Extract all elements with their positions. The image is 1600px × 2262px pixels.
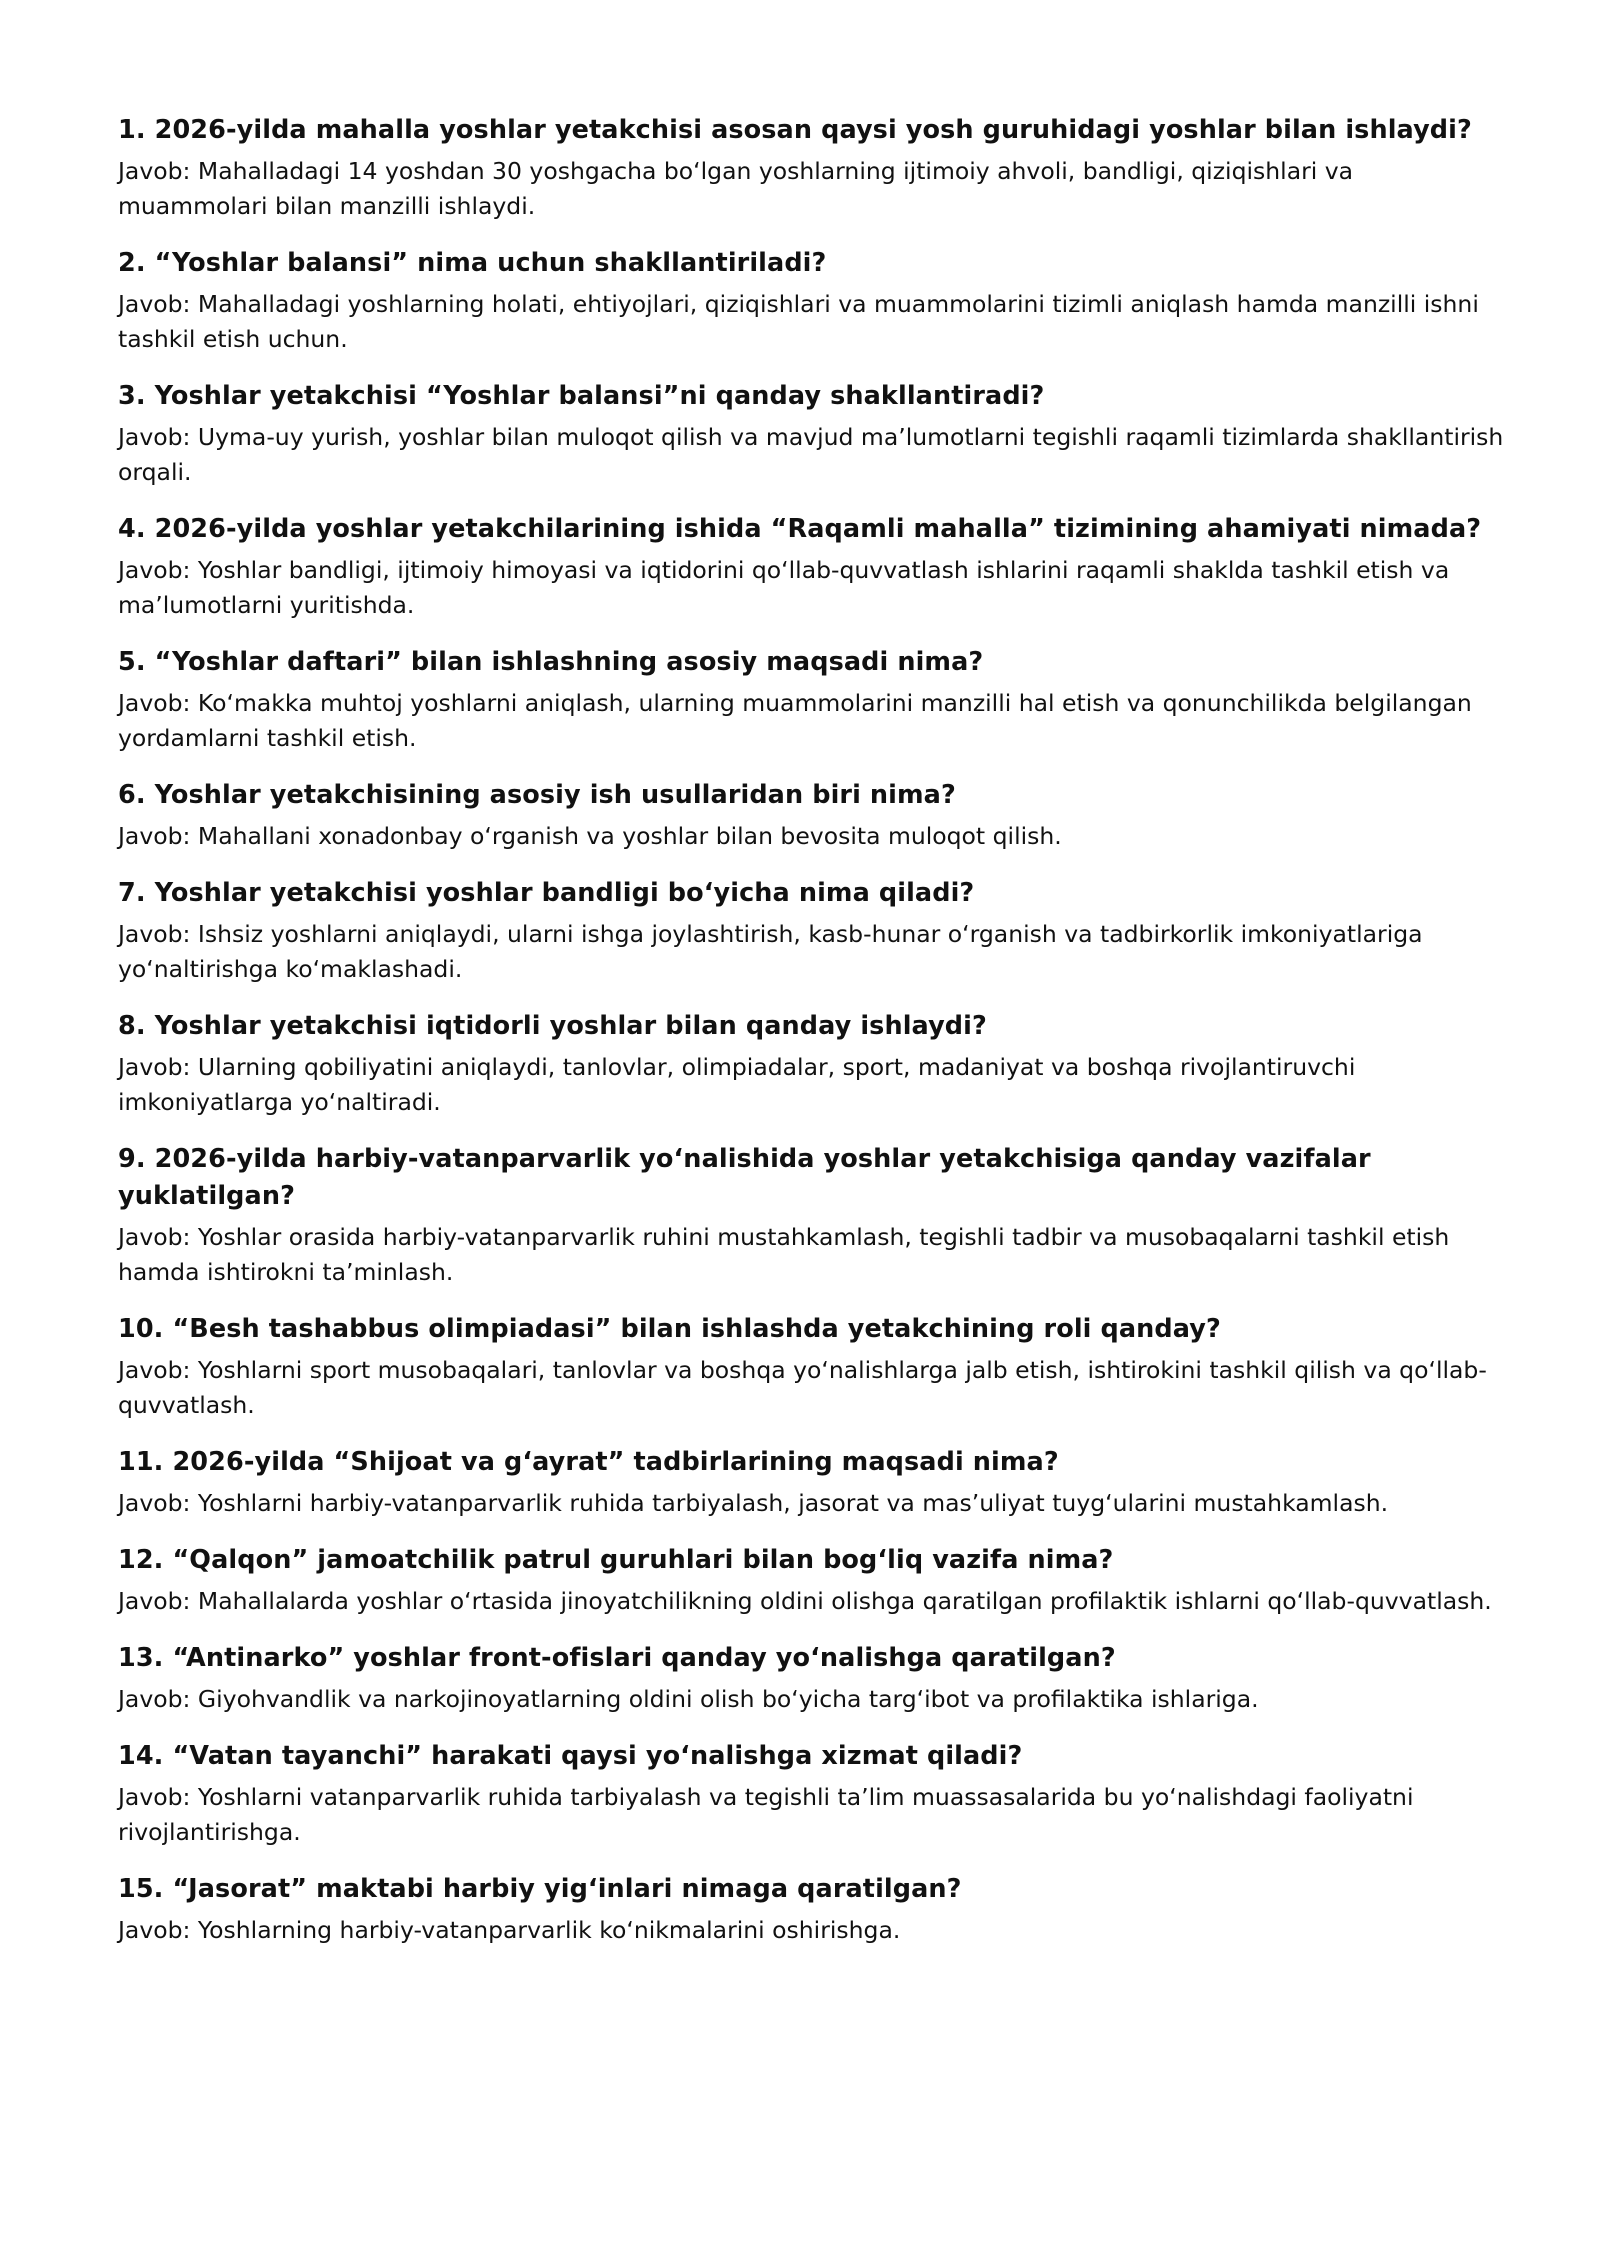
answer-7: Javob: Ishsiz yoshlarni aniqlaydi, ularni ishga joylashtirish, kasb-hunar o‘rganish va tadbirkorlik imkoniyatlariga yo‘naltirishga ko‘maklashadi.	[118, 920, 1423, 983]
question-1: 1. 2026-yilda mahalla yoshlar yetakchisi asosan qaysi yosh guruhidagi yoshlar bilan ishlaydi?	[118, 115, 1472, 145]
qa-item-4	[118, 511, 1508, 623]
question-3: 3. Yoshlar yetakchisi “Yoshlar balansi”ni qanday shakllantiradi?	[118, 381, 1045, 411]
qa-item-15	[118, 1871, 1508, 1948]
qa-item-7	[118, 875, 1508, 987]
answer-2: Javob: Mahalladagi yoshlarning holati, ehtiyojlari, qiziqishlari va muammolarini tizimli aniqlash hamda manzilli ishni tashkil etish uchun.	[118, 290, 1479, 353]
question-6: 6. Yoshlar yetakchisining asosiy ish usullaridan biri nima?	[118, 780, 956, 810]
answer-11: Javob: Yoshlarni harbiy-vatanparvarlik ruhida tarbiyalash, jasorat va mas’uliyat tuyg‘ularini mustahkamlash.	[118, 1489, 1389, 1517]
qa-item-5	[118, 644, 1508, 756]
question-14: 14. “Vatan tayanchi” harakati qaysi yo‘nalishga xizmat qiladi?	[118, 1741, 1023, 1771]
question-9: 9. 2026-yilda harbiy-vatanparvarlik yo‘nalishida yoshlar yetakchisiga qanday vazifalar yuklatilgan?	[118, 1144, 1371, 1211]
qa-item-1	[118, 112, 1508, 224]
answer-9: Javob: Yoshlar orasida harbiy-vatanparvarlik ruhini mustahkamlash, tegishli tadbir va musobaqalarni tashkil etish hamda ishtirokni ta’minlash.	[118, 1223, 1450, 1286]
answer-1: Javob: Mahalladagi 14 yoshdan 30 yoshgacha bo‘lgan yoshlarning ijtimoiy ahvoli, bandligi, qiziqishlari va muammolari bilan manzilli ishlaydi.	[118, 157, 1354, 220]
document-page	[118, 112, 1508, 1969]
answer-15: Javob: Yoshlarning harbiy-vatanparvarlik ko‘nikmalarini oshirishga.	[118, 1916, 901, 1944]
answer-6: Javob: Mahallani xonadonbay o‘rganish va yoshlar bilan bevosita muloqot qilish.	[118, 822, 1062, 850]
qa-item-8	[118, 1008, 1508, 1120]
answer-10: Javob: Yoshlarni sport musobaqalari, tanlovlar va boshqa yo‘nalishlarga jalb etish, ishtirokini tashkil qilish va qo‘llab-quvvatlash.	[118, 1356, 1487, 1419]
qa-item-6	[118, 777, 1508, 854]
question-8: 8. Yoshlar yetakchisi iqtidorli yoshlar bilan qanday ishlaydi?	[118, 1011, 987, 1041]
answer-3: Javob: Uyma-uy yurish, yoshlar bilan muloqot qilish va mavjud ma’lumotlarni tegishli raqamli tizimlarda shakllantirish orqali.	[118, 423, 1504, 486]
question-11: 11. 2026-yilda “Shijoat va g‘ayrat” tadbirlarining maqsadi nima?	[118, 1447, 1059, 1477]
qa-item-14	[118, 1738, 1508, 1850]
answer-8: Javob: Ularning qobiliyatini aniqlaydi, tanlovlar, olimpiadalar, sport, madaniyat va boshqa rivojlantiruvchi imkoniyatlarga yo‘naltiradi.	[118, 1053, 1356, 1116]
question-12: 12. “Qalqon” jamoatchilik patrul guruhlari bilan bog‘liq vazifa nima?	[118, 1545, 1114, 1575]
answer-5: Javob: Ko‘makka muhtoj yoshlarni aniqlash, ularning muammolarini manzilli hal etish va qonunchilikda belgilangan yordamlarni tashkil etish.	[118, 689, 1472, 752]
answer-14: Javob: Yoshlarni vatanparvarlik ruhida tarbiyalash va tegishli ta’lim muassasalarida bu yo‘nalishdagi faoliyatni rivojlantirishga.	[118, 1783, 1414, 1846]
question-5: 5. “Yoshlar daftari” bilan ishlashning asosiy maqsadi nima?	[118, 647, 984, 677]
answer-13: Javob: Giyohvandlik va narkojinoyatlarning oldini olish bo‘yicha targ‘ibot va profilaktika ishlariga.	[118, 1685, 1259, 1713]
qa-item-10	[118, 1311, 1508, 1423]
qa-item-9	[118, 1141, 1508, 1290]
question-4: 4. 2026-yilda yoshlar yetakchilarining ishida “Raqamli mahalla” tizimining ahamiyati nimada?	[118, 514, 1482, 544]
question-10: 10. “Besh tashabbus olimpiadasi” bilan ishlashda yetakchining roli qanday?	[118, 1314, 1221, 1344]
question-2: 2. “Yoshlar balansi” nima uchun shakllantiriladi?	[118, 248, 827, 278]
question-13: 13. “Antinarko” yoshlar front-ofislari qanday yo‘nalishga qaratilgan?	[118, 1643, 1116, 1673]
answer-12: Javob: Mahallalarda yoshlar o‘rtasida jinoyatchilikning oldini olishga qaratilgan profilaktik ishlarni qo‘llab-quvvatlash.	[118, 1587, 1492, 1615]
qa-item-3	[118, 378, 1508, 490]
qa-item-13	[118, 1640, 1508, 1717]
qa-item-2	[118, 245, 1508, 357]
question-15: 15. “Jasorat” maktabi harbiy yig‘inlari nimaga qaratilgan?	[118, 1874, 962, 1904]
qa-item-11	[118, 1444, 1508, 1521]
answer-4: Javob: Yoshlar bandligi, ijtimoiy himoyasi va iqtidorini qo‘llab-quvvatlash ishlarini raqamli shaklda tashkil etish va ma’lumotlarni yuritishda.	[118, 556, 1450, 619]
qa-item-12	[118, 1542, 1508, 1619]
question-7: 7. Yoshlar yetakchisi yoshlar bandligi bo‘yicha nima qiladi?	[118, 878, 975, 908]
